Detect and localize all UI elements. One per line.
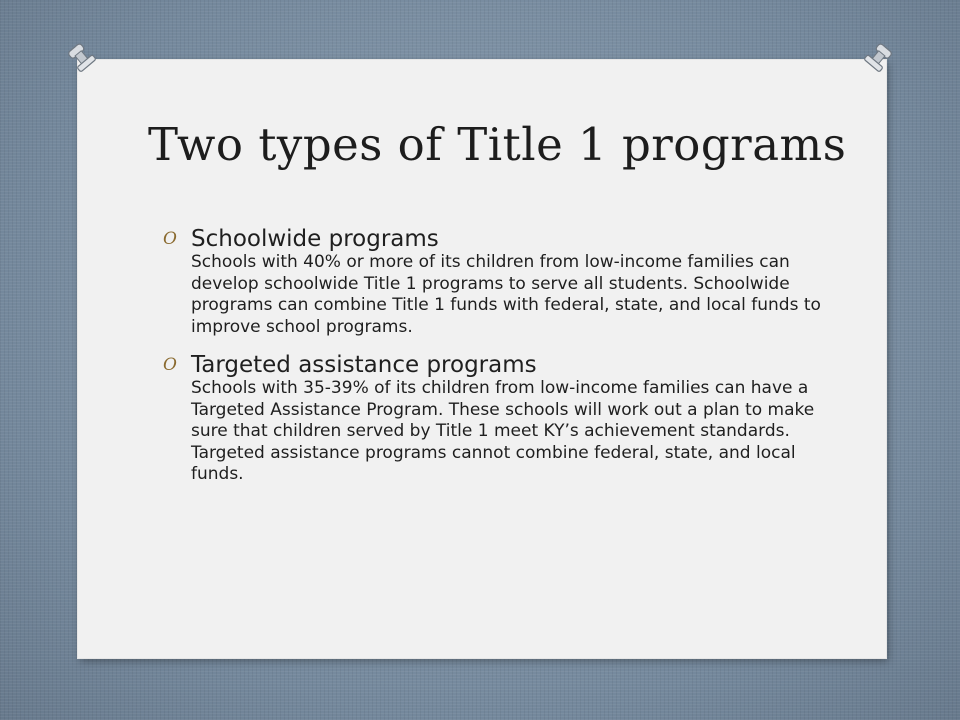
bullet-text: Schools with 40% or more of its children from low-income families can develop schoolwide Title 1 programs to serve all students. Schoolwide programs can combine Title 1 funds with federal, state, and local funds to improve school programs. <box>191 252 821 337</box>
bullet-heading: Targeted assistance programs <box>191 352 537 378</box>
bullet-item-schoolwide <box>163 226 823 338</box>
bullet-item-targeted <box>163 352 823 486</box>
pushpin-icon <box>62 38 102 78</box>
slide-title: Two types of Title 1 programs <box>148 118 847 171</box>
bullet-marker: O <box>163 355 177 375</box>
pushpin-icon <box>858 38 898 78</box>
bullet-marker: O <box>163 229 177 249</box>
bullet-heading: Schoolwide programs <box>191 226 439 252</box>
bullet-list <box>163 226 823 500</box>
bullet-text: Schools with 35-39% of its children from low-income families can have a Targeted Assistance Program. These schools will work out a plan to make sure that children served by Title 1 meet KY’s achievement standards. Targeted assistance programs cannot combine federal, state, and local funds. <box>191 378 815 484</box>
